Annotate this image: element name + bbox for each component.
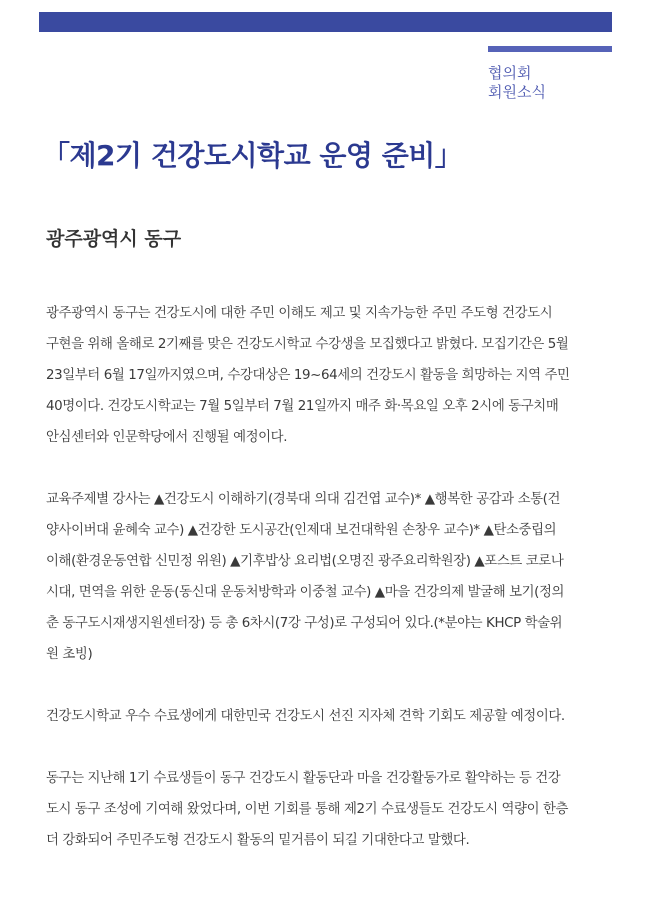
paragraph-line: 동구는 지난해 1기 수료생들이 동구 건강도시 활동단과 마을 건강활동가로 활약하는 등 건강 — [46, 771, 561, 786]
article-title: 「제2기 건강도시학교 운영 준비」 — [42, 139, 463, 172]
article-paragraph — [46, 701, 606, 732]
paragraph-line: 이해(환경운동연합 신민정 위원) ▲기후밥상 요리법(오명진 광주요리학원장) ▲포스트 코로나 — [46, 554, 564, 569]
article-body — [46, 298, 606, 887]
header-bar — [39, 12, 612, 32]
article-paragraph — [46, 298, 606, 453]
paragraph-line: 더 강화되어 주민주도형 건강도시 활동의 밑거름이 되길 기대한다고 말했다. — [46, 833, 470, 848]
article-paragraph — [46, 484, 606, 670]
paragraph-line: 교육주제별 강사는 ▲건강도시 이해하기(경북대 의대 김건엽 교수)* ▲행복한 공감과 소통(건 — [46, 492, 561, 507]
paragraph-line: 양사이버대 윤혜숙 교수) ▲건강한 도시공간(인제대 보건대학원 손창우 교수)* ▲탄소중립의 — [46, 523, 557, 538]
paragraph-line: 시대, 면역을 위한 운동(동신대 운동처방학과 이중철 교수) ▲마을 건강의제 발굴해 보기(정의 — [46, 585, 565, 600]
paragraph-line: 안심센터와 인문학당에서 진행될 예정이다. — [46, 430, 288, 445]
article-paragraph — [46, 763, 606, 856]
paragraph-line: 춘 동구도시재생지원센터장) 등 총 6차시(7강 구성)로 구성되어 있다.(*분야는 KHCP 학술위 — [46, 616, 563, 631]
paragraph-line: 구현을 위해 올해로 2기째를 맞은 건강도시학교 수강생을 모집했다고 밝혔다. 모집기간은 5월 — [46, 337, 569, 352]
article-byline: 광주광역시 동구 — [46, 228, 182, 250]
section-label-line1: 협의회 — [488, 64, 532, 82]
paragraph-line: 광주광역시 동구는 건강도시에 대한 주민 이해도 제고 및 지속가능한 주민 주도형 건강도시 — [46, 306, 553, 321]
paragraph-line: 도시 동구 조성에 기여해 왔었다며, 이번 기회를 통해 제2기 수료생들도 건강도시 역량이 한층 — [46, 802, 569, 817]
paragraph-line: 23일부터 6월 17일까지였으며, 수강대상은 19~64세의 건강도시 활동을 희망하는 지역 주민 — [46, 368, 570, 383]
paragraph-line: 40명이다. 건강도시학교는 7월 5일부터 7월 21일까지 매주 화·목요일 오후 2시에 동구치매 — [46, 399, 559, 414]
paragraph-line: 원 초빙) — [46, 647, 93, 662]
section-tag — [488, 64, 546, 102]
section-label-line2: 회원소식 — [488, 83, 546, 101]
paragraph-line: 건강도시학교 우수 수료생에게 대한민국 건강도시 선진 지자체 견학 기회도 제공할 예정이다. — [46, 709, 565, 724]
section-accent-bar — [488, 46, 612, 52]
